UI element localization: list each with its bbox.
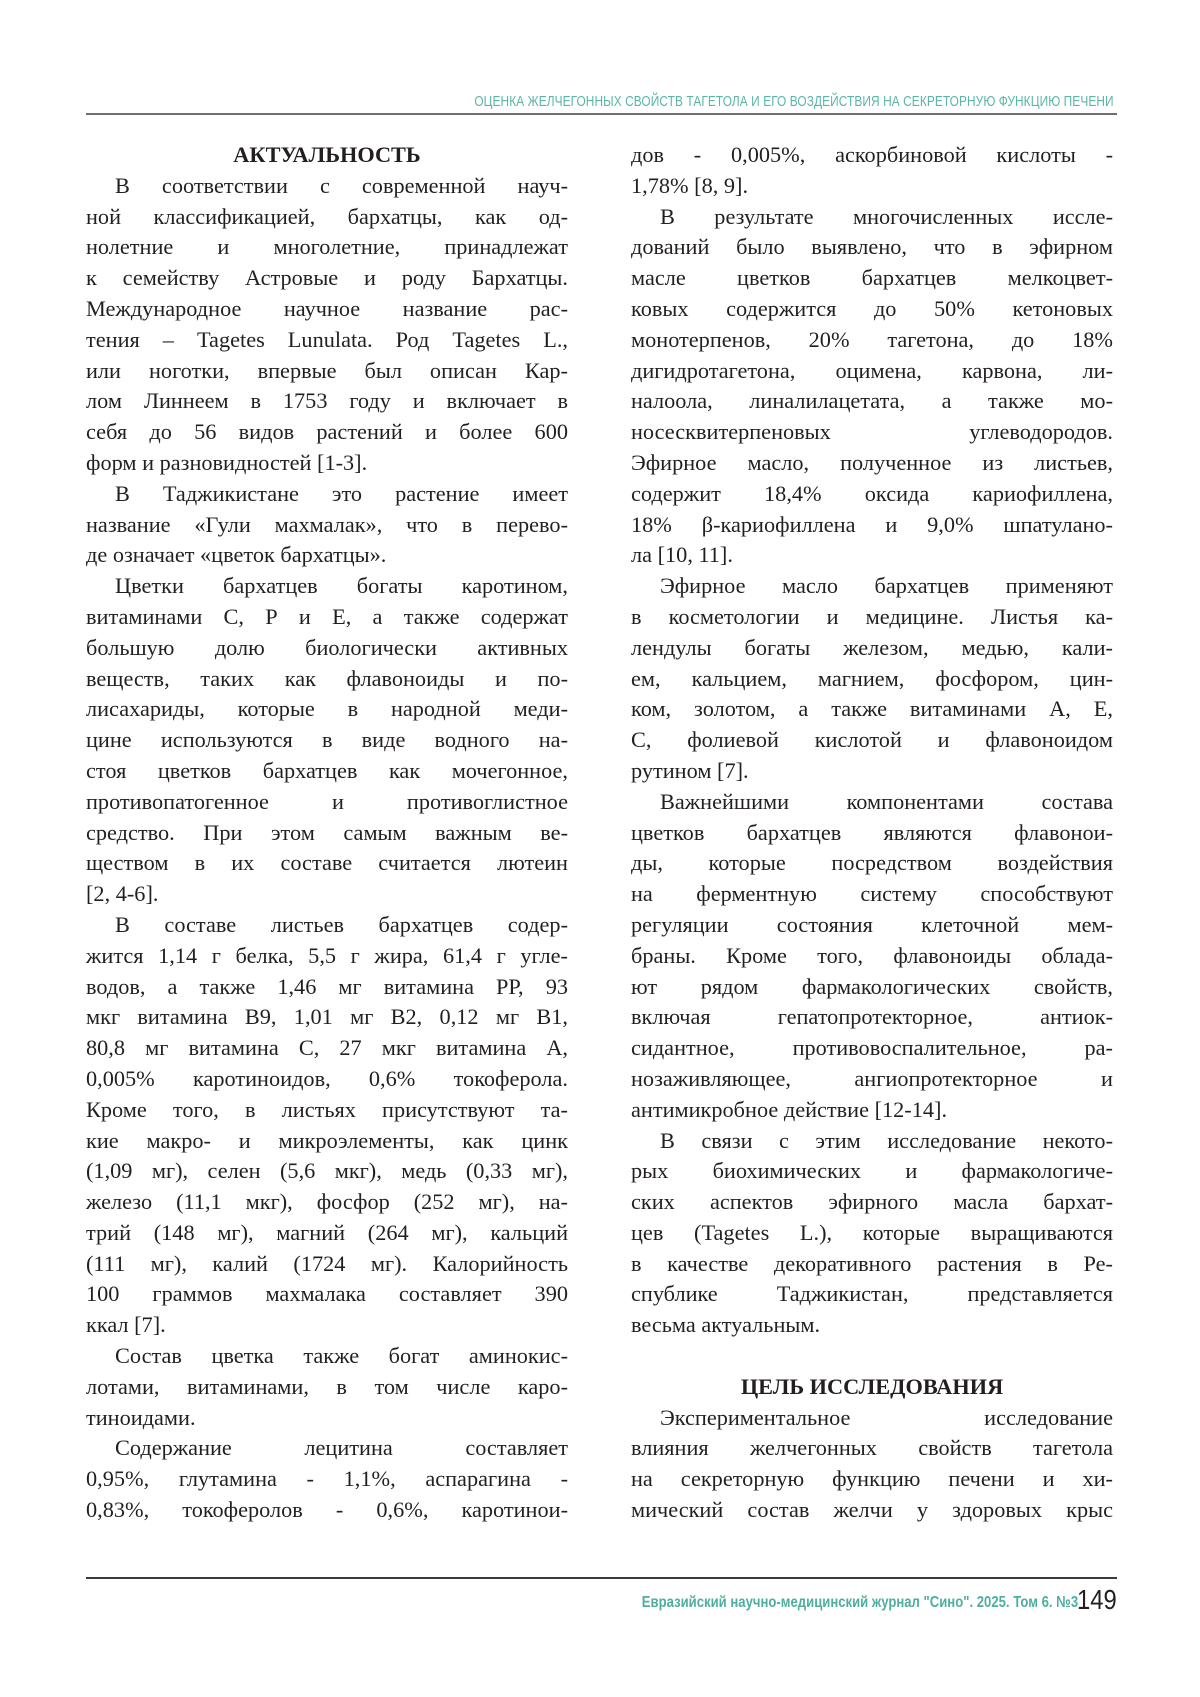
text-line: рых биохимических и фармакологиче- <box>631 1156 1113 1187</box>
text-line: В связи с этим исследование некото- <box>631 1126 1113 1157</box>
text-line: 0,005% каротиноидов, 0,6% токоферола. <box>86 1064 568 1095</box>
text-line: мический состав желчи у здоровых крыс <box>631 1495 1113 1526</box>
text-line: в качестве декоративного растения в Ре- <box>631 1249 1113 1280</box>
spacer <box>631 1341 1113 1372</box>
text-line: В Таджикистане это растение имеет <box>86 479 568 510</box>
text-line: 18% β-кариофиллена и 9,0% шпатулано- <box>631 510 1113 541</box>
running-header-title: ОЦЕНКА ЖЕЛЧЕГОННЫХ СВОЙСТВ ТАГЕТОЛА И ЕГО ВОЗДЕЙСТВИЯ НА СЕКРЕТОРНУЮ ФУНКЦИЮ ПЕЧЕНИ <box>475 94 1114 110</box>
text-line: В составе листьев бархатцев содер- <box>86 910 568 941</box>
footer-divider <box>86 1577 1117 1579</box>
section-heading: АКТУАЛЬНОСТЬ <box>86 140 568 171</box>
text-line: рутином [7]. <box>631 756 1113 787</box>
paragraph <box>86 1341 568 1433</box>
text-line: средство. При этом самым важным ве- <box>86 818 568 849</box>
text-line: содержит 18,4% оксида кариофиллена, <box>631 479 1113 510</box>
section-heading: ЦЕЛЬ ИССЛЕДОВАНИЯ <box>631 1372 1113 1403</box>
text-line: носесквитерпеновых углеводородов. <box>631 417 1113 448</box>
text-line: В результате многочисленных иссле- <box>631 202 1113 233</box>
text-line: Содержание лецитина составляет <box>86 1433 568 1464</box>
text-line: цине используются в виде водного на- <box>86 725 568 756</box>
text-line: де означает «цветок бархатцы». <box>86 540 568 571</box>
text-line: налоола, линалилацетата, а также мо- <box>631 386 1113 417</box>
text-line: влияния желчегонных свойств тагетола <box>631 1433 1113 1464</box>
text-line: монотерпенов, 20% тагетона, до 18% <box>631 325 1113 356</box>
text-line: к семейству Астровые и роду Бархатцы. <box>86 263 568 294</box>
text-line: ют рядом фармакологических свойств, <box>631 972 1113 1003</box>
text-line: антимикробное действие [12-14]. <box>631 1095 1113 1126</box>
text-line: 0,83%, токоферолов - 0,6%, каротинои- <box>86 1495 568 1526</box>
text-line: лотами, витаминами, в том числе каро- <box>86 1372 568 1403</box>
text-line: кие макро- и микроэлементы, как цинк <box>86 1126 568 1157</box>
paragraph <box>86 910 568 1341</box>
text-line: цев (Tagetes L.), которые выращиваются <box>631 1218 1113 1249</box>
text-line: в косметологии и медицине. Листья ка- <box>631 602 1113 633</box>
paragraph <box>631 1126 1113 1342</box>
text-line: регуляции состояния клеточной мем- <box>631 910 1113 941</box>
text-line: веществ, таких как флавоноиды и по- <box>86 664 568 695</box>
text-line: жится 1,14 г белка, 5,5 г жира, 61,4 г угле- <box>86 941 568 972</box>
text-line: (1,09 мг), селен (5,6 мкг), медь (0,33 мг), <box>86 1156 568 1187</box>
header-divider <box>86 113 1117 115</box>
text-line: ковых содержится до 50% кетоновых <box>631 294 1113 325</box>
paragraph <box>631 571 1113 787</box>
text-line: Цветки бархатцев богаты каротином, <box>86 571 568 602</box>
text-line: Состав цветка также богат аминокис- <box>86 1341 568 1372</box>
text-line: 100 граммов махмалака составляет 390 <box>86 1279 568 1310</box>
text-line: ем, кальцием, магнием, фосфором, цин- <box>631 664 1113 695</box>
text-line: спублике Таджикистан, представляется <box>631 1279 1113 1310</box>
text-line: Экспериментальное исследование <box>631 1403 1113 1434</box>
text-line: большую долю биологически активных <box>86 633 568 664</box>
text-line: (111 мг), калий (1724 мг). Калорийность <box>86 1249 568 1280</box>
text-line: название «Гули махмалак», что в перево- <box>86 510 568 541</box>
paragraph <box>86 479 568 571</box>
text-line: на ферментную систему способствуют <box>631 879 1113 910</box>
text-line: Важнейшими компонентами состава <box>631 787 1113 818</box>
text-line: 80,8 мг витамина С, 27 мкг витамина А, <box>86 1033 568 1064</box>
footer-journal-citation: Евразийский научно-медицинский журнал "Сино". 2025. Том 6. №3 <box>642 1594 1078 1612</box>
text-line: дигидротагетона, оцимена, карвона, ли- <box>631 356 1113 387</box>
text-line: ских аспектов эфирного масла бархат- <box>631 1187 1113 1218</box>
paragraph <box>631 787 1113 1126</box>
paragraph <box>86 171 568 479</box>
paragraph <box>631 202 1113 572</box>
text-line: Кроме того, в листьях присутствуют та- <box>86 1095 568 1126</box>
text-line: витаминами С, Р и Е, а также содержат <box>86 602 568 633</box>
text-line: себя до 56 видов растений и более 600 <box>86 417 568 448</box>
text-line: дований было выявлено, что в эфирном <box>631 232 1113 263</box>
paragraph <box>86 571 568 910</box>
text-line: дов - 0,005%, аскорбиновой кислоты - <box>631 140 1113 171</box>
text-line: ды, которые посредством воздействия <box>631 848 1113 879</box>
text-line: 0,95%, глутамина - 1,1%, аспарагина - <box>86 1464 568 1495</box>
text-line: весьма актуальным. <box>631 1310 1113 1341</box>
text-line: лендулы богаты железом, медью, кали- <box>631 633 1113 664</box>
text-line: [2, 4-6]. <box>86 879 568 910</box>
text-line: В соответствии с современной науч- <box>86 171 568 202</box>
text-line: тиноидами. <box>86 1403 568 1434</box>
text-line: сидантное, противовоспалительное, ра- <box>631 1033 1113 1064</box>
text-line: на секреторную функцию печени и хи- <box>631 1464 1113 1495</box>
text-line: включая гепатопротекторное, антиок- <box>631 1002 1113 1033</box>
text-line: водов, а также 1,46 мг витамина РР, 93 <box>86 972 568 1003</box>
text-line: цветков бархатцев являются флавонои- <box>631 818 1113 849</box>
text-line: трий (148 мг), магний (264 мг), кальций <box>86 1218 568 1249</box>
text-column-left <box>86 140 568 1526</box>
text-line: ной классификацией, бархатцы, как од- <box>86 202 568 233</box>
text-line: Международное научное название рас- <box>86 294 568 325</box>
paragraph <box>86 1433 568 1525</box>
text-line: железо (11,1 мкг), фосфор (252 мг), на- <box>86 1187 568 1218</box>
text-line: лисахариды, которые в народной меди- <box>86 694 568 725</box>
text-line: или ноготки, впервые был описан Кар- <box>86 356 568 387</box>
text-line: ккал [7]. <box>86 1310 568 1341</box>
text-line: Эфирное масло бархатцев применяют <box>631 571 1113 602</box>
text-line: масле цветков бархатцев мелкоцвет- <box>631 263 1113 294</box>
text-line: лом Линнеем в 1753 году и включает в <box>86 386 568 417</box>
text-line: нозаживляющее, ангиопротекторное и <box>631 1064 1113 1095</box>
text-line: ла [10, 11]. <box>631 540 1113 571</box>
text-column-right <box>631 140 1113 1526</box>
text-line: стоя цветков бархатцев как мочегонное, <box>86 756 568 787</box>
text-line: 1,78% [8, 9]. <box>631 171 1113 202</box>
paragraph <box>631 1403 1113 1526</box>
text-line: Эфирное масло, полученное из листьев, <box>631 448 1113 479</box>
text-line: противопатогенное и противоглистное <box>86 787 568 818</box>
text-line: браны. Кроме того, флавоноиды облада- <box>631 941 1113 972</box>
text-line: мкг витамина В9, 1,01 мг В2, 0,12 мг В1, <box>86 1002 568 1033</box>
paragraph <box>631 140 1113 202</box>
text-line: нолетние и многолетние, принадлежат <box>86 232 568 263</box>
text-line: С, фолиевой кислотой и флавоноидом <box>631 725 1113 756</box>
text-line: тения – Tagetes Lunulata. Род Tagetes L., <box>86 325 568 356</box>
text-line: ществом в их составе считается лютеин <box>86 848 568 879</box>
text-line: ком, золотом, а также витаминами А, Е, <box>631 694 1113 725</box>
page-number: 149 <box>1077 1584 1117 1616</box>
text-line: форм и разновидностей [1-3]. <box>86 448 568 479</box>
